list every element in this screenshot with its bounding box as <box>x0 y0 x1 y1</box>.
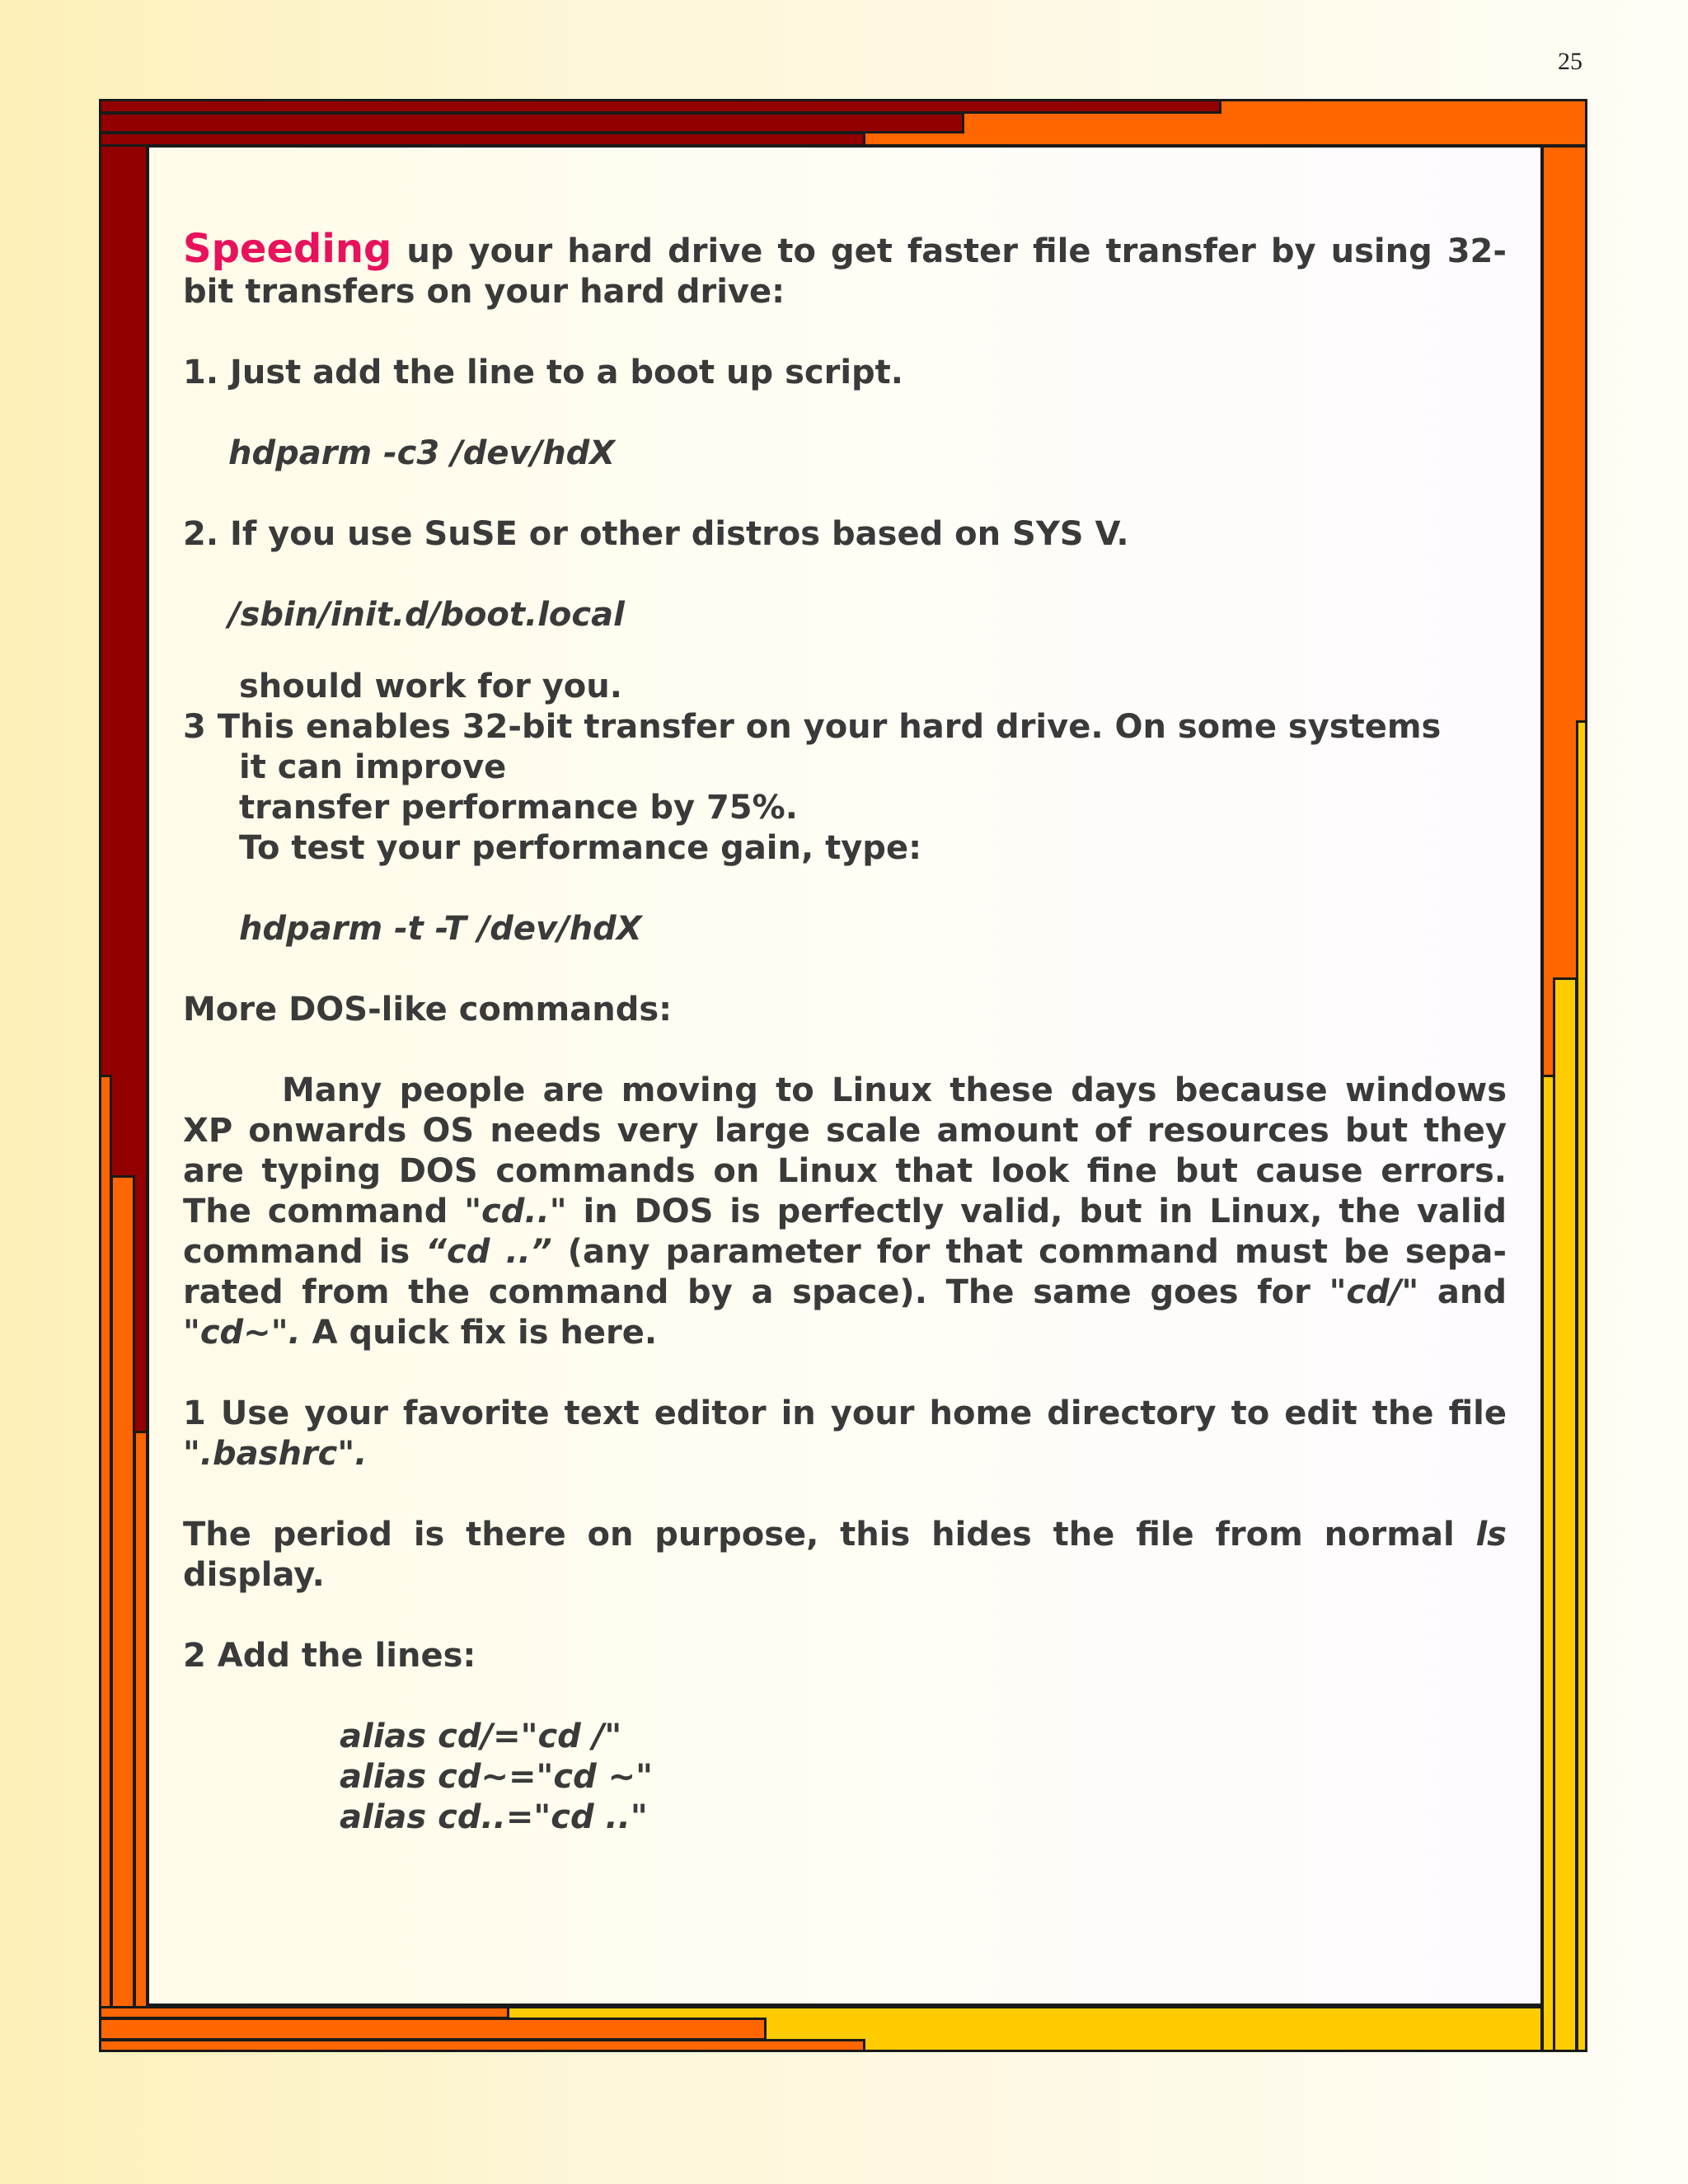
fix-step-1-text: 1 Use your favorite text editor in your home directory to edit the file <box>183 1394 1507 1432</box>
paragraph-text: (any parameter for that command must be sepa-rated from the command by a space). The same goes for <box>183 1233 1507 1311</box>
dos-paragraph <box>183 1071 1507 1353</box>
step-2-note: should work for you. <box>239 668 622 705</box>
command-text: "cd/" <box>1329 1273 1419 1311</box>
step-3-line: To test your performance gain, type: <box>239 829 922 867</box>
intro-text: up your hard drive to get faster file transfer by using 32-bit transfers on your hard drive: <box>183 232 1507 311</box>
paragraph-text: in DOS is perfectly valid, but in Linux, the valid command is <box>183 1193 1507 1271</box>
period-note <box>183 1515 1507 1596</box>
fix-step-2: 2 Add the lines: <box>183 1637 476 1675</box>
frame-right-yellow-bar-edge <box>1576 720 1587 2052</box>
page-body <box>183 226 1507 1838</box>
paragraph-text: A quick fix is here. <box>300 1314 658 1352</box>
step-3-code: hdparm -t -T /dev/hdX <box>239 910 642 948</box>
intro-paragraph <box>183 226 1507 312</box>
step-2-code: /sbin/init.d/boot.local <box>228 596 625 634</box>
step-2: 2. If you use SuSE or other distros based on SYS V. <box>183 515 1129 553</box>
frame-top-dark-bar-2 <box>99 112 964 134</box>
step-3-line: transfer performance by 75%. <box>239 789 798 827</box>
period-note-text: The period is there on purpose, this hides the file from normal <box>183 1516 1476 1554</box>
frame-left-orange-bar-inner <box>110 1175 135 2052</box>
frame-bottom-orange-bar-2 <box>99 2018 767 2041</box>
alias-line: alias cd..="cd .." <box>340 1798 648 1836</box>
step-1: 1. Just add the line to a boot up script. <box>183 354 903 391</box>
period-note-end: display. <box>183 1556 325 1594</box>
step-3-line: 3 This enables 32-bit transfer on your hard drive. On some systems <box>183 708 1442 746</box>
paragraph-text: Many people are moving to Linux these days because windows XP onwards OS needs very large scale amount of resources but they are typing DOS commands on Linux that look fine but cause errors. The command <box>183 1071 1507 1230</box>
ls-command: ls <box>1475 1516 1507 1554</box>
alias-line: alias cd/="cd /" <box>340 1718 622 1755</box>
command-text: "cd~". <box>183 1314 301 1352</box>
command-text: “cd ..” <box>425 1233 552 1271</box>
alias-line: alias cd~="cd ~" <box>340 1758 653 1796</box>
bashrc-filename: ".bashrc". <box>183 1435 368 1473</box>
headword: Speeding <box>183 226 392 272</box>
page-number: 25 <box>1558 48 1582 75</box>
fix-step-1 <box>183 1394 1507 1474</box>
frame-right-yellow-bar-inner <box>1553 977 1578 2052</box>
step-3-line: it can improve <box>239 748 507 786</box>
step-1-code: hdparm -c3 /dev/hdX <box>228 434 616 472</box>
paragraph-text: and <box>1418 1273 1507 1311</box>
command-text: "cd.." <box>464 1193 567 1230</box>
section-heading: More DOS-like commands: <box>183 991 673 1029</box>
frame-bottom-orange-bar-3 <box>99 2039 865 2052</box>
